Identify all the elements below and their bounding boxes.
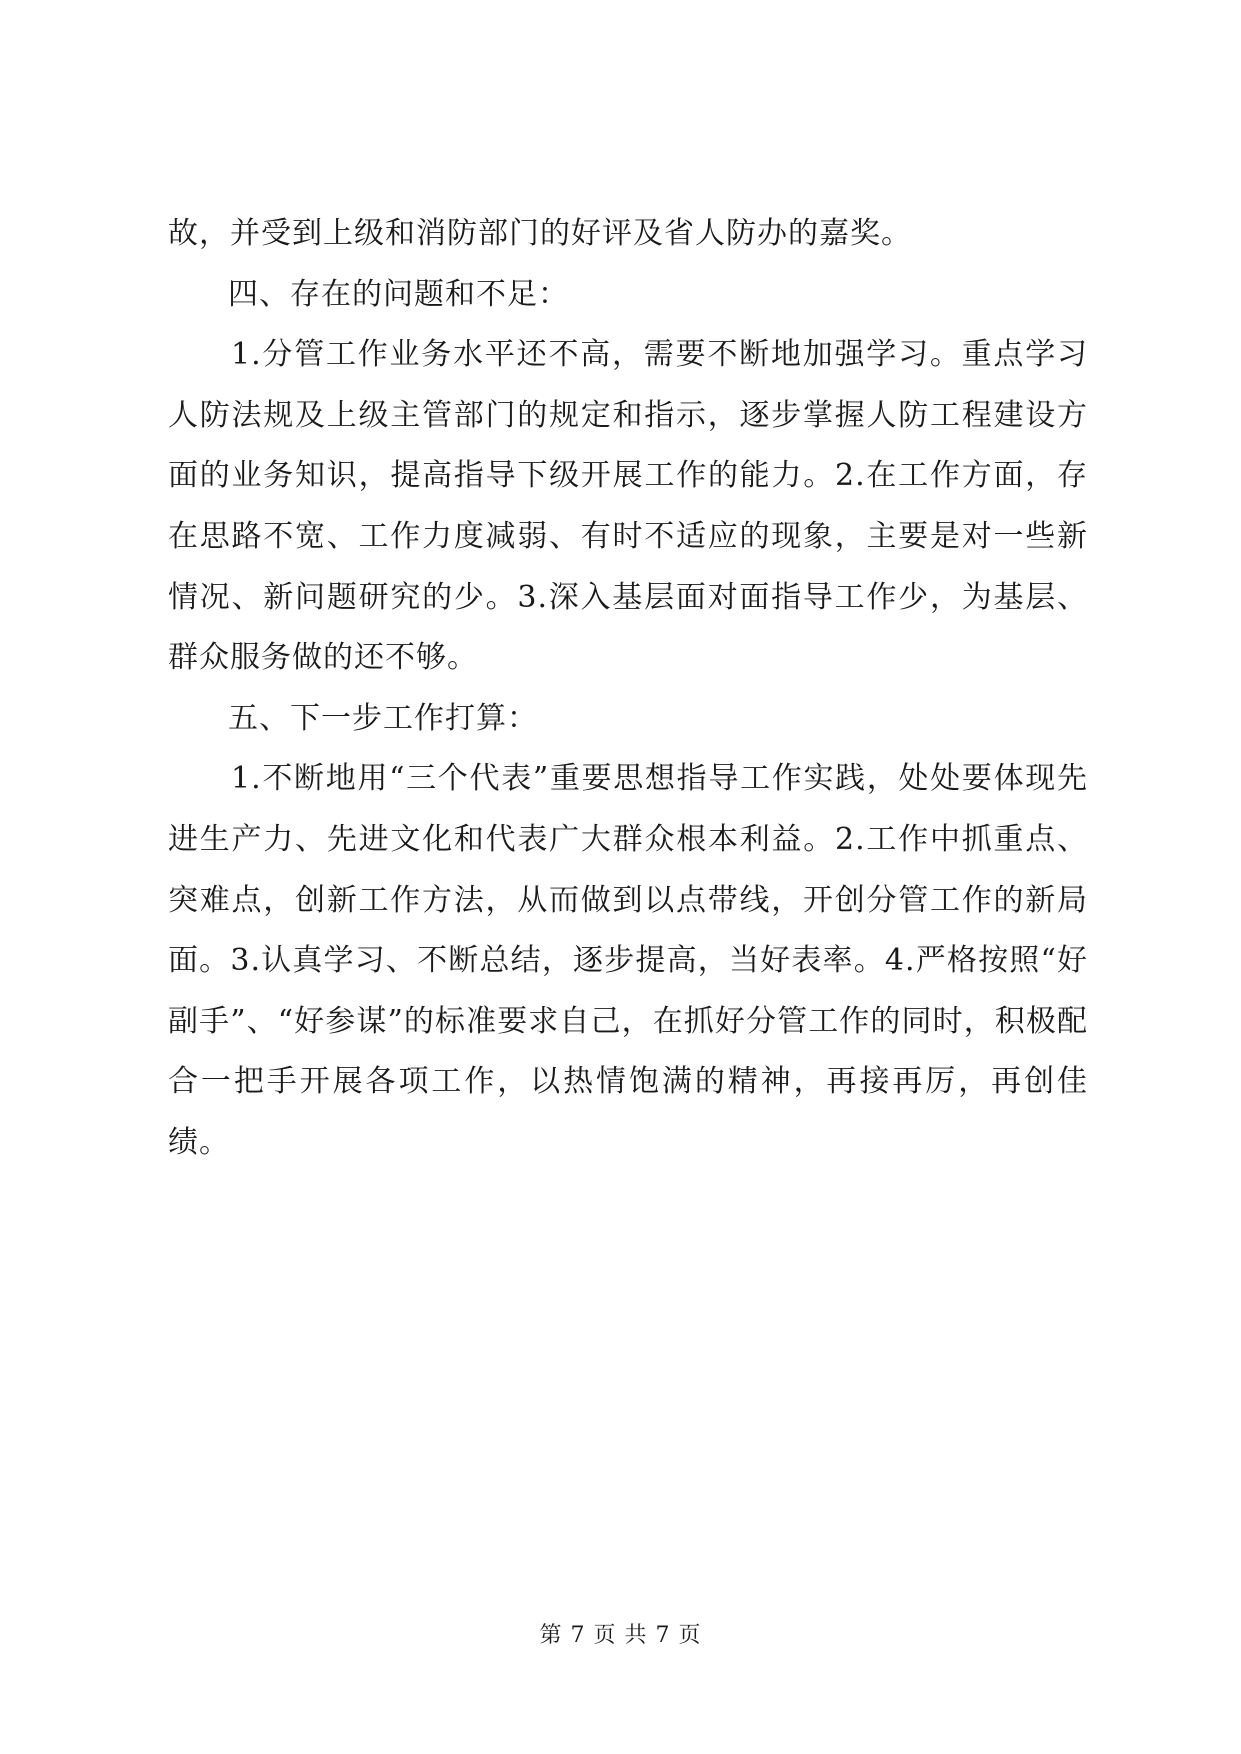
section-heading-next-steps: 五、下一步工作打算：	[228, 700, 538, 736]
paragraph-problems: 1.分管工作业务水平还不高，需要不断地加强学习。重点学习人防法规及上级主管部门的规定和指示，逐步掌握人防工程建设方面的业务知识，提高指导下级开展工作的能力。2.在工作方面，存在思路不宽、工作力度减弱、有时不适应的现象，主要是对一些新情况、新问题研究的少。3.深入基层面对面指导工作少，为基层、群众服务做的还不够。	[168, 337, 1088, 676]
paragraph-continuation: 故，并受到上级和消防部门的好评及省人防办的嘉奖。	[168, 216, 912, 251]
section-heading-problems: 四、存在的问题和不足：	[228, 276, 569, 312]
document-body	[168, 204, 1088, 1174]
paragraph-next-steps: 1.不断地用“三个代表”重要思想指导工作实践，处处要体现先进生产力、先进文化和代表广大群众根本利益。2.工作中抓重点、突难点，创新工作方法，从而做到以点带线，开创分管工作的新局面。3.认真学习、不断总结，逐步提高，当好表率。4.严格按照“好副手”、“好参谋”的标准要求自己，在抓好分管工作的同时，积极配合一把手开展各项工作，以热情饱满的精神，再接再厉，再创佳绩。	[168, 761, 1088, 1160]
page-footer: 第 7 页 共 7 页	[539, 1623, 702, 1648]
